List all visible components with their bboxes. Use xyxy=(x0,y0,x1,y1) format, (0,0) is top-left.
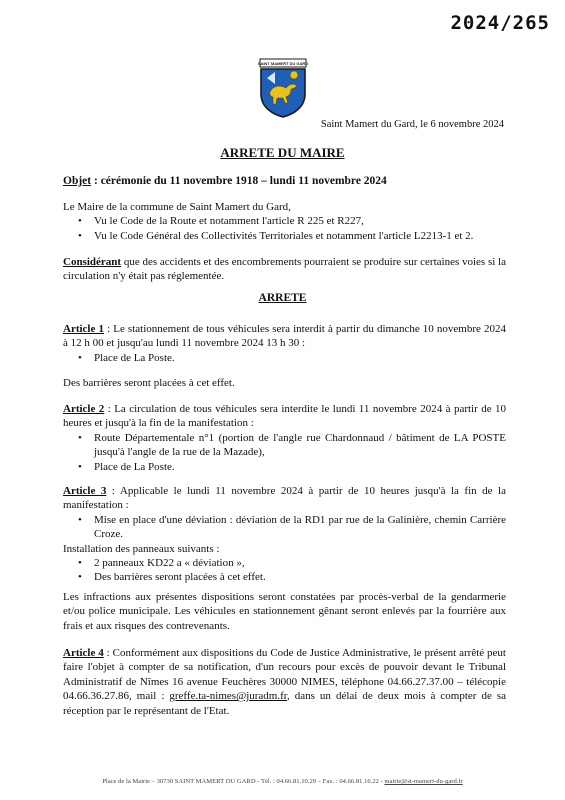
municipal-crest-logo xyxy=(256,58,310,118)
article-3-text: : Applicable le lundi 11 novembre 2024 à partir de 10 heures jusqu'à la fin de la manifestation : xyxy=(63,485,506,512)
object-text: : cérémonie du 11 novembre 1918 – lundi 11 novembre 2024 xyxy=(91,175,387,187)
considerant-label: Considérant xyxy=(63,256,122,268)
panel-item: • 2 panneaux KD22 a « déviation », xyxy=(94,556,506,570)
panels-intro: Installation des panneaux suivants : xyxy=(63,542,220,555)
article-4 xyxy=(63,646,506,718)
considerant-text: que des accidents et des encombrements pourraient se produire sur certaines voies si la circulation n'y était pas réglementée. xyxy=(63,256,506,283)
article-4-label: Article 4 xyxy=(63,647,104,659)
article-1-label: Article 1 xyxy=(63,323,104,335)
object-line xyxy=(63,175,387,187)
article-2-label: Article 2 xyxy=(63,403,105,415)
considerant-paragraph xyxy=(63,255,506,284)
article-4-text-end: , dans un délai de deux mois à compter de sa réception par le représentant de l'Etat. xyxy=(63,690,506,717)
object-label: Objet xyxy=(63,175,92,187)
preamble xyxy=(63,200,506,243)
article-4-email-link[interactable]: greffe.ta-nimes@juradm.fr xyxy=(169,690,287,703)
arrete-heading: ARRETE xyxy=(258,292,307,304)
reference-number: 2024/265 xyxy=(450,12,550,34)
article-1-text: : Le stationnement de tous véhicules sera interdit à partir du dimanche 10 novembre 2024 à 12 h 00 et jusqu'au lundi 11 novembre 2024 13 h 30 : xyxy=(63,323,506,350)
footer-email-link[interactable]: mairie@st-mamert-du-gard.fr xyxy=(384,778,463,785)
article-4-text: : Conformément aux dispositions du Code de Justice Administrative, le présent arrêté peut faire l'objet à compter de sa notification, d'un recours pour excès de pouvoir devant le Tribunal Administratif de Nîmes 16 avenue Feuchères 30000 NIMES, téléphone 04.66.27.37.00 – télécopie 04.66.36.27.86, mail : xyxy=(63,647,506,703)
article-2-text: : La circulation de tous véhicules sera interdite le lundi 11 novembre 2024 à partir de 10 heures et jusqu'à la fin de la manifestation : xyxy=(63,403,506,430)
dateline: Saint Mamert du Gard, le 6 novembre 2024 xyxy=(320,119,504,130)
document-title: ARRETE DU MAIRE xyxy=(220,145,345,160)
article-1-item: • Place de La Poste. xyxy=(94,351,506,365)
article-2-item: • Route Départementale n°1 (portion de l'angle rue Chardonnaud / bâtiment de LA POSTE jusqu'à l'angle de la rue de la Mazade), xyxy=(94,431,506,460)
preamble-intro: Le Maire de la commune de Saint Mamert du Gard, xyxy=(63,201,291,213)
preamble-item: • Vu le Code Général des Collectivités Territoriales et notamment l'article L2213-1 et 2. xyxy=(94,229,506,243)
panel-item: • Des barrières seront placées à cet effet. xyxy=(94,570,506,584)
article-2-item: • Place de La Poste. xyxy=(94,460,506,474)
article-1 xyxy=(63,322,506,365)
infractions-paragraph: Les infractions aux présentes dispositions seront constatées par procès-verbal de la gendarmerie et/ou police municipale. Les véhicules en stationnement gênant seront enlevés par la fourrière aux frais et aux risques des contrevenants. xyxy=(63,591,506,632)
page-footer xyxy=(0,778,565,785)
article-1-note: Des barrières seront placées à cet effet. xyxy=(63,377,235,389)
svg-text:SAINT MAMERT DU GARD: SAINT MAMERT DU GARD xyxy=(257,61,309,66)
preamble-item: • Vu le Code de la Route et notamment l'article R 225 et R227, xyxy=(94,214,506,228)
article-3-label: Article 3 xyxy=(63,485,107,497)
footer-address: Place de la Mairie – 30730 SAINT MAMERT DU GARD - Tél. : 04.66.81.10.29 – Fax. : 04.66.81.16.22 - xyxy=(102,778,385,785)
article-2 xyxy=(63,402,506,474)
article-3 xyxy=(63,484,506,585)
article-3-item: • Mise en place d'une déviation : déviation de la RD1 par rue de la Galinière, chemin Carrière Croze. xyxy=(94,513,506,542)
